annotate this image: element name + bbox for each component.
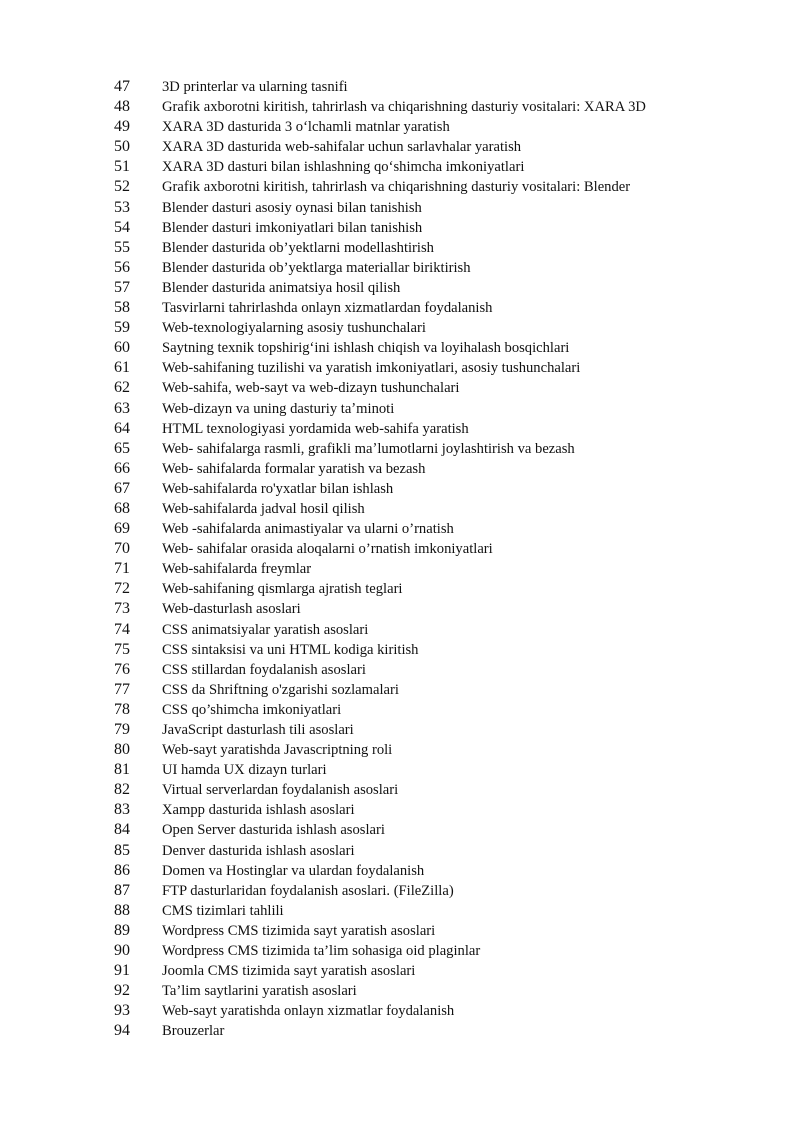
list-item <box>112 780 762 800</box>
list-item <box>112 137 762 157</box>
item-title: Joomla CMS tizimida sayt yaratish asoslari <box>162 963 416 980</box>
item-number: 47 <box>114 78 130 95</box>
item-title: HTML texnologiyasi yordamida web-sahifa yaratish <box>162 420 469 437</box>
item-number: 52 <box>114 178 130 196</box>
list-item <box>112 97 762 117</box>
item-number: 88 <box>114 901 130 919</box>
item-title: Blender dasturida ob’yektlarga materiallar biriktirish <box>162 259 471 276</box>
item-number: 92 <box>114 982 130 1000</box>
item-number: 74 <box>114 620 130 638</box>
item-title: XARA 3D dasturida web-sahifalar uchun sarlavhalar yaratish <box>162 139 522 156</box>
topic-list <box>112 77 762 1042</box>
item-number: 66 <box>114 459 130 477</box>
list-item <box>112 760 762 780</box>
item-title: Blender dasturi imkoniyatlari bilan tanishish <box>162 219 423 236</box>
item-title: Xampp dasturida ishlash asoslari <box>162 802 355 819</box>
item-number: 60 <box>114 339 130 357</box>
item-title: FTP dasturlaridan foydalanish asoslari. (FileZilla) <box>162 882 454 899</box>
item-number: 91 <box>114 962 130 980</box>
item-number: 56 <box>114 258 130 276</box>
item-title: Web-sahifalarda jadval hosil qilish <box>162 500 365 517</box>
list-item <box>112 419 762 439</box>
item-title: Web-sahifalarda ro'yxatlar bilan ishlash <box>162 480 394 497</box>
item-number: 90 <box>114 942 130 960</box>
item-title: Brouzerlar <box>162 1023 225 1040</box>
list-item <box>112 881 762 901</box>
list-item <box>112 1001 762 1021</box>
item-number: 71 <box>114 560 130 578</box>
item-title: Grafik axborotni kiritish, tahrirlash va chiqarishning dasturiy vositalari: XARA 3D <box>162 99 646 116</box>
item-title: Blender dasturi asosiy oynasi bilan tanishish <box>162 199 422 216</box>
list-item <box>112 740 762 760</box>
item-number: 78 <box>114 700 130 718</box>
list-item <box>112 117 762 137</box>
item-title: CSS sintaksisi va uni HTML kodiga kiritish <box>162 641 419 658</box>
item-number: 75 <box>114 640 130 658</box>
item-title: Web-sahifaning tuzilishi va yaratish imkoniyatlari, asosiy tushunchalari <box>162 360 581 377</box>
item-title: Web-sayt yaratishda Javascriptning roli <box>162 742 393 759</box>
item-number: 80 <box>114 741 130 759</box>
item-title: CSS da Shriftning o'zgarishi sozlamalari <box>162 681 399 698</box>
list-item <box>112 479 762 499</box>
list-item <box>112 439 762 459</box>
item-number: 84 <box>114 821 130 839</box>
item-number: 94 <box>114 1022 130 1040</box>
item-title: CSS animatsiyalar yaratish asoslari <box>162 621 369 638</box>
item-number: 81 <box>114 761 130 779</box>
item-title: Web -sahifalarda animastiyalar va ularni o’rnatish <box>162 521 454 538</box>
item-number: 73 <box>114 600 130 618</box>
item-title: Blender dasturida animatsiya hosil qilish <box>162 279 401 296</box>
item-title: Web-sayt yaratishda onlayn xizmatlar foydalanish <box>162 1003 455 1020</box>
list-item <box>112 378 762 398</box>
item-number: 54 <box>114 218 130 236</box>
item-title: Web-dasturlash asoslari <box>162 601 301 618</box>
list-item <box>112 519 762 539</box>
list-item <box>112 800 762 820</box>
list-item <box>112 238 762 258</box>
item-number: 77 <box>114 680 130 698</box>
item-number: 48 <box>114 98 130 116</box>
item-title: JavaScript dasturlash tili asoslari <box>162 722 354 738</box>
list-item <box>112 660 762 680</box>
item-number: 69 <box>114 520 130 538</box>
list-item <box>112 539 762 559</box>
item-title: Web- sahifalarga rasmli, grafikli maʼlumotlarni joylashtirish va bezash <box>162 440 575 457</box>
item-title: Denver dasturida ishlash asoslari <box>162 842 355 859</box>
list-item <box>112 358 762 378</box>
item-title: Saytning texnik topshirigʻini ishlash chiqish va loyihalash bosqichlari <box>162 340 570 357</box>
item-number: 72 <box>114 580 130 598</box>
item-title: UI hamda UX dizayn turlari <box>162 762 327 779</box>
item-title: Wordpress CMS tizimida sayt yaratish asoslari <box>162 922 436 939</box>
item-number: 67 <box>114 479 130 497</box>
item-title: Tasvirlarni tahrirlashda onlayn xizmatlardan foydalanish <box>162 300 493 317</box>
item-title: Web-texnologiyalarning asosiy tushunchalari <box>162 320 426 337</box>
item-number: 93 <box>114 1002 130 1020</box>
item-title: Virtual serverlardan foydalanish asoslari <box>162 782 399 799</box>
item-title: Web-sahifa, web-sayt va web-dizayn tushunchalari <box>162 380 460 397</box>
list-item <box>112 640 762 660</box>
list-item <box>112 258 762 278</box>
item-number: 61 <box>114 359 130 377</box>
item-number: 51 <box>114 158 130 176</box>
item-number: 83 <box>114 801 130 819</box>
list-item <box>112 278 762 298</box>
item-number: 57 <box>114 278 130 296</box>
list-item <box>112 499 762 519</box>
item-title: Web-dizayn va uning dasturiy taʼminoti <box>162 400 395 417</box>
list-item <box>112 680 762 700</box>
list-item <box>112 720 762 740</box>
list-item <box>112 921 762 941</box>
item-number: 85 <box>114 841 130 859</box>
item-title: 3D printerlar va ularning tasnifi <box>162 79 348 95</box>
list-item <box>112 820 762 840</box>
item-number: 49 <box>114 118 130 136</box>
list-item <box>112 298 762 318</box>
item-number: 89 <box>114 921 130 939</box>
item-number: 65 <box>114 439 130 457</box>
item-title: XARA 3D dasturida 3 oʻlchamli matnlar yaratish <box>162 119 450 136</box>
item-number: 58 <box>114 299 130 317</box>
list-item <box>112 157 762 177</box>
list-item <box>112 399 762 419</box>
list-item <box>112 218 762 238</box>
item-title: Grafik axborotni kiritish, tahrirlash va chiqarishning dasturiy vositalari: Blender <box>162 179 631 196</box>
list-item <box>112 841 762 861</box>
item-number: 68 <box>114 499 130 517</box>
item-number: 70 <box>114 540 130 558</box>
item-title: Web-sahifaning qismlarga ajratish teglari <box>162 581 403 598</box>
list-item <box>112 77 762 97</box>
list-item <box>112 579 762 599</box>
item-title: CMS tizimlari tahlili <box>162 902 284 919</box>
list-item <box>112 861 762 881</box>
list-item <box>112 198 762 218</box>
list-item <box>112 961 762 981</box>
item-title: Web- sahifalar orasida aloqalarni o’rnatish imkoniyatlari <box>162 541 493 558</box>
item-number: 64 <box>114 419 130 437</box>
item-number: 62 <box>114 379 130 397</box>
list-item <box>112 941 762 961</box>
list-item <box>112 901 762 921</box>
list-item <box>112 459 762 479</box>
item-number: 59 <box>114 319 130 337</box>
item-number: 50 <box>114 138 130 156</box>
list-item <box>112 1021 762 1041</box>
list-item <box>112 559 762 579</box>
list-item <box>112 700 762 720</box>
item-number: 55 <box>114 238 130 256</box>
item-title: Domen va Hostinglar va ulardan foydalanish <box>162 862 425 879</box>
item-title: Open Server dasturida ishlash asoslari <box>162 822 385 839</box>
item-title: CSS stillardan foydalanish asoslari <box>162 661 366 678</box>
item-number: 76 <box>114 660 130 678</box>
item-number: 79 <box>114 721 130 738</box>
item-title: Ta’lim saytlarini yaratish asoslari <box>162 983 357 1000</box>
item-title: Web- sahifalarda formalar yaratish va bezash <box>162 460 426 477</box>
list-item <box>112 599 762 619</box>
item-title: CSS qo’shimcha imkoniyatlari <box>162 701 342 718</box>
list-item <box>112 981 762 1001</box>
item-number: 63 <box>114 399 130 417</box>
item-title: Web-sahifalarda freymlar <box>162 561 312 578</box>
item-number: 86 <box>114 861 130 879</box>
list-item <box>112 620 762 640</box>
list-item <box>112 177 762 197</box>
item-title: Blender dasturida ob’yektlarni modellashtirish <box>162 239 434 256</box>
item-number: 82 <box>114 781 130 799</box>
list-item <box>112 318 762 338</box>
item-title: XARA 3D dasturi bilan ishlashning qoʻshimcha imkoniyatlari <box>162 159 525 176</box>
item-number: 53 <box>114 198 130 216</box>
list-item <box>112 338 762 358</box>
item-title: Wordpress CMS tizimida ta’lim sohasiga oid plaginlar <box>162 943 481 960</box>
item-number: 87 <box>114 881 130 899</box>
